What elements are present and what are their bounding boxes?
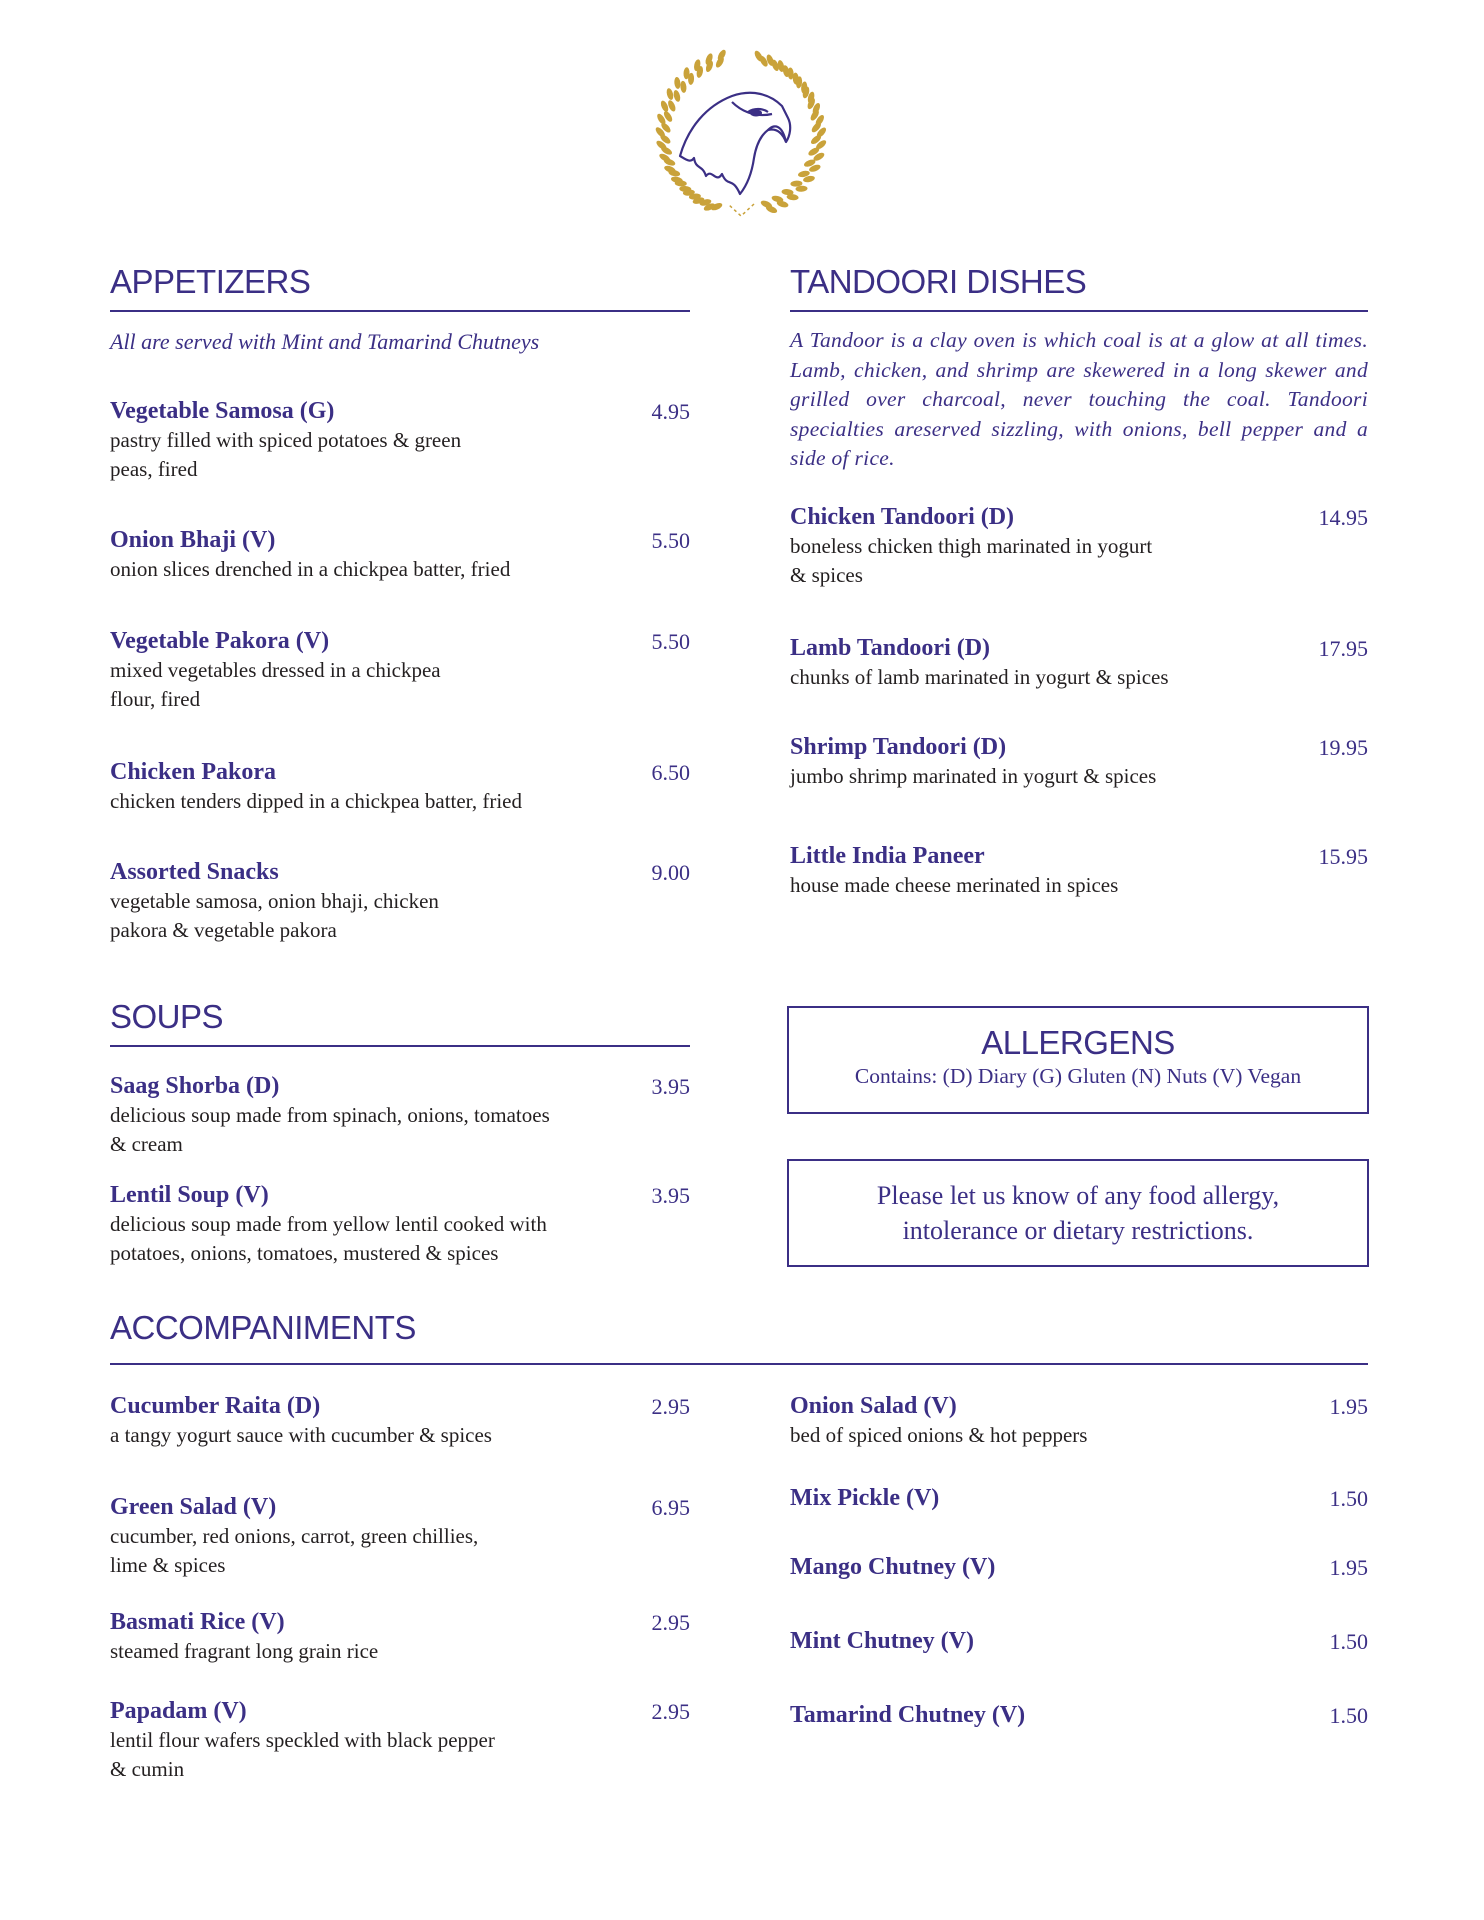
menu-item-description: jumbo shrimp marinated in yogurt & spices [790,764,1157,788]
menu-item-price: 2.95 [651,1394,690,1419]
eagle-icon [636,46,846,222]
accompaniments-divider [110,1363,1368,1365]
menu-item [790,842,1118,900]
menu-item-name: Chicken Tandoori (D) [790,504,1015,530]
eagle-laurel-logo [636,46,846,222]
appetizers-heading: APPETIZERS [110,263,311,300]
tandoori-divider [790,310,1368,312]
menu-item-name: Shrimp Tandoori (D) [790,734,1007,760]
menu-item [790,1701,1025,1730]
menu-item-description: & cumin [110,1757,185,1781]
laurel-leaf [667,99,677,112]
menu-item [110,1493,478,1580]
menu-item-name: Saag Shorba (D) [110,1073,280,1099]
menu-item [110,758,522,816]
menu-item-description: vegetable samosa, onion bhaji, chicken [110,889,439,913]
allergens-title: ALLERGENS [981,1024,1175,1061]
menu-item-price: 1.50 [1329,1486,1368,1511]
menu-item-description: flour, fired [110,687,201,711]
menu-item-price: 4.95 [651,399,690,424]
menu-item-name: Mint Chutney (V) [790,1628,974,1654]
menu-item-price: 2.95 [651,1610,690,1635]
menu-item-description: & cream [110,1132,183,1156]
menu-item-description: potatoes, onions, tomatoes, mustered & spices [110,1241,499,1265]
menu-item-description: a tangy yogurt sauce with cucumber & spices [110,1423,492,1447]
menu-item [110,526,510,584]
menu-item-name: Mix Pickle (V) [790,1485,940,1511]
menu-item-price: 3.95 [651,1074,690,1099]
menu-item-price: 5.50 [651,528,690,553]
menu-item-description: boneless chicken thigh marinated in yogurt [790,534,1153,558]
menu-item-name: Lamb Tandoori (D) [790,635,991,661]
menu-item-price: 9.00 [651,860,690,885]
menu-item [110,1392,492,1450]
menu-item-name: Mango Chutney (V) [790,1554,996,1580]
menu-item-description: cucumber, red onions, carrot, green chillies, [110,1524,479,1548]
menu-item [110,858,439,945]
tandoori-heading: TANDOORI DISHES [790,263,1087,300]
allergens-legend: Contains: (D) Diary (G) Gluten (N) Nuts (V) Vegan [854,1064,1302,1088]
menu-item-price: 1.50 [1329,1629,1368,1654]
menu-item-name: Papadam (V) [110,1698,247,1724]
soups-divider [110,1045,690,1047]
menu-item-price: 5.50 [651,629,690,654]
allergy-notice-line-1: Please let us know of any food allergy, [876,1181,1280,1210]
menu-item-price: 15.95 [1318,844,1368,869]
menu-item-price: 2.95 [651,1699,690,1724]
appetizers-subtitle: All are served with Mint and Tamarind Chutneys [110,329,540,354]
menu-item-price: 1.50 [1329,1703,1368,1728]
allergy-notice-box [787,1159,1369,1267]
menu-item-name: Onion Salad (V) [790,1393,957,1419]
menu-item [790,1553,995,1582]
menu-item [110,1072,550,1159]
accompaniments-heading: ACCOMPANIMENTS [110,1309,416,1346]
menu-item [110,1181,547,1268]
menu-item [790,1484,939,1513]
menu-item-name: Vegetable Samosa (G) [110,398,335,424]
menu-item-description: & spices [790,563,863,587]
menu-item-description: bed of spiced onions & hot peppers [790,1423,1088,1447]
menu-item [110,1608,378,1666]
menu-item-price: 3.95 [651,1183,690,1208]
menu-item-description: lime & spices [110,1553,226,1577]
appetizers-divider [110,310,690,312]
menu-item [110,1697,495,1784]
menu-item [790,1627,974,1656]
menu-item-description: chicken tenders dipped in a chickpea batter, fried [110,789,522,813]
menu-item-name: Vegetable Pakora (V) [110,628,330,654]
menu-item-description: chunks of lamb marinated in yogurt & spices [790,665,1169,689]
laurel-leaf [710,201,723,211]
menu-item-price: 6.50 [651,760,690,785]
menu-item-price: 19.95 [1318,735,1368,760]
menu-item-description: house made cheese merinated in spices [790,873,1119,897]
menu-item [110,397,461,484]
laurel-leaf [680,81,687,94]
menu-item-name: Little India Paneer [790,843,985,869]
menu-item-description: pastry filled with spiced potatoes & green [110,428,462,452]
menu-item-price: 1.95 [1329,1555,1368,1580]
allergens-box [787,1006,1369,1114]
menu-item-name: Cucumber Raita (D) [110,1393,321,1419]
menu-item-price: 6.95 [651,1495,690,1520]
laurel-leaf [672,89,681,102]
menu-item-description: steamed fragrant long grain rice [110,1639,379,1663]
menu-item-description: peas, fired [110,457,198,481]
menu-item [790,634,1169,692]
menu-item-name: Green Salad (V) [110,1494,277,1520]
allergy-notice-line-2: intolerance or dietary restrictions. [902,1216,1254,1245]
laurel-leaf [666,87,675,100]
menu-item-price: 14.95 [1318,505,1368,530]
menu-item-name: Lentil Soup (V) [110,1182,269,1208]
menu-item-description: mixed vegetables dressed in a chickpea [110,658,441,682]
menu-item-description: delicious soup made from yellow lentil cooked with [110,1212,547,1236]
menu-item-price: 17.95 [1318,636,1368,661]
menu-item-name: Assorted Snacks [110,859,279,885]
laurel-leaf [659,100,669,113]
menu-item [790,733,1156,791]
menu-item-name: Tamarind Chutney (V) [790,1702,1026,1728]
menu-item [790,1392,1087,1450]
menu-item-description: onion slices drenched in a chickpea batter, fried [110,557,511,581]
menu-item [110,627,441,714]
menu-item-name: Onion Bhaji (V) [110,527,276,553]
menu-item-description: pakora & vegetable pakora [110,918,337,942]
tandoori-intro: A Tandoor is a clay oven is which coal is at a glow at all times. Lamb, chicken, and shrimp are skewered in a long skewer and grilled over charcoal, never touching the coal. Tandoori specialties areserved sizzling, with onions, bell pepper and a side of rice. [790,328,1368,470]
soups-heading: SOUPS [110,998,224,1035]
menu-item-name: Chicken Pakora [110,759,277,785]
menu-item-description: delicious soup made from spinach, onions, tomatoes [110,1103,550,1127]
menu-item-price: 1.95 [1329,1394,1368,1419]
menu-item [790,503,1152,590]
menu-item-description: lentil flour wafers speckled with black pepper [110,1728,495,1752]
menu-item-name: Basmati Rice (V) [110,1609,285,1635]
laurel-leaf [674,77,681,90]
